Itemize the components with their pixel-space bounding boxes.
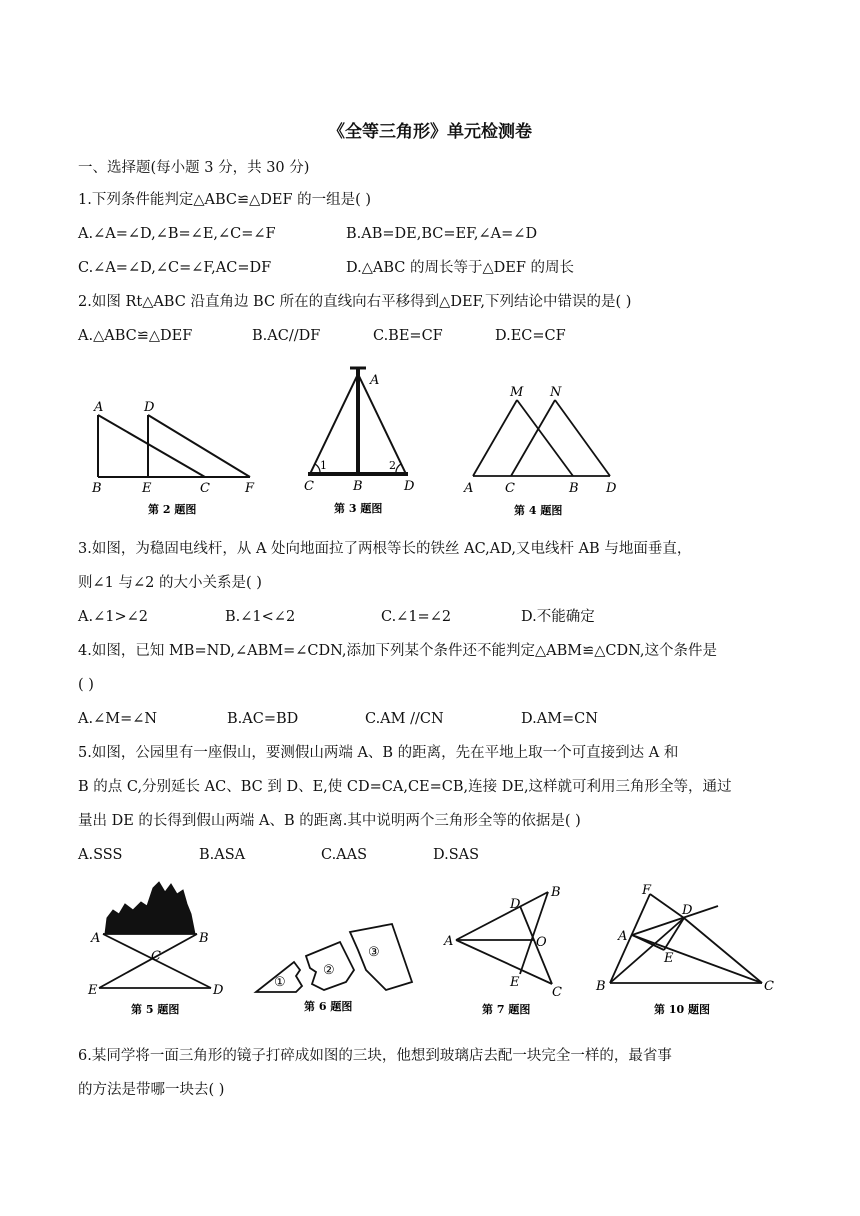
fig10-label-f: F — [642, 883, 652, 898]
q4-option-c[interactable]: C.AM //CN — [365, 711, 444, 727]
fig7-label-c: C — [552, 985, 562, 1000]
figure-5 — [85, 880, 225, 1020]
fig7-label-o: O — [536, 935, 547, 950]
section-heading: 一、选择题(每小题 3 分，共 30 分) — [78, 160, 310, 176]
fig5-caption: 第 5 题图 — [131, 1003, 180, 1016]
q4-option-a[interactable]: A.∠M=∠N — [78, 711, 158, 727]
fig3-label-b: B — [353, 479, 363, 494]
rockery-silhouette — [105, 882, 195, 934]
fig10-label-e: E — [664, 951, 674, 966]
q2-option-b[interactable]: B.AC//DF — [252, 328, 321, 344]
fig4-label-a: A — [464, 481, 474, 496]
fig10-label-b: B — [596, 979, 606, 994]
figure-4 — [458, 380, 628, 520]
q2-option-d[interactable]: D.EC=CF — [495, 328, 566, 344]
q3-stem-line1: 3.如图，为稳固电线杆，从 A 处向地面拉了两根等长的铁丝 AC,AD,又电线杆 AB 与地面垂直， — [78, 541, 692, 557]
fig3-angle-2: 2 — [389, 459, 396, 472]
q4-stem-line2: ( ) — [78, 677, 94, 693]
fig2-label-b: B — [92, 481, 102, 496]
fig7-caption: 第 7 题图 — [482, 1003, 531, 1016]
fig4-caption: 第 4 题图 — [514, 504, 563, 517]
fig7-label-b: B — [551, 885, 561, 900]
figure-10 — [590, 880, 785, 1020]
page-title: 《全等三角形》单元检测卷 — [328, 122, 532, 142]
fig10-label-a: A — [618, 929, 628, 944]
q3-option-a[interactable]: A.∠1>∠2 — [78, 609, 148, 625]
q5-option-b[interactable]: B.ASA — [199, 847, 246, 863]
q2-option-c[interactable]: C.BE=CF — [373, 328, 443, 344]
q3-option-d[interactable]: D.不能确定 — [521, 609, 595, 625]
fig4-label-n: N — [550, 385, 562, 400]
fig5-label-d: D — [213, 983, 224, 998]
q5-option-a[interactable]: A.SSS — [78, 847, 123, 863]
fig2-caption: 第 2 题图 — [148, 503, 197, 516]
q1-option-d[interactable]: D.△ABC 的周长等于△DEF 的周长 — [346, 260, 574, 276]
fig10-caption: 第 10 题图 — [654, 1003, 710, 1016]
q3-option-c[interactable]: C.∠1=∠2 — [381, 609, 452, 625]
q2-stem: 2.如图 Rt△ABC 沿直角边 BC 所在的直线向右平移得到△DEF,下列结论中错误的是( ) — [78, 294, 632, 310]
fig10-label-d: D — [682, 903, 693, 918]
q3-option-b[interactable]: B.∠1<∠2 — [225, 609, 296, 625]
fig4-label-b: B — [569, 481, 579, 496]
fig6-piece-3: ③ — [368, 945, 380, 960]
fig3-label-d: D — [404, 479, 415, 494]
figure-6 — [250, 918, 420, 1018]
fig6-caption: 第 6 题图 — [304, 1000, 353, 1013]
fig2-label-e: E — [142, 481, 152, 496]
fig5-label-e: E — [88, 983, 98, 998]
fig3-label-a: A — [370, 373, 380, 388]
fig2-label-a: A — [94, 400, 104, 415]
fig4-label-c: C — [505, 481, 515, 496]
q5-stem-line3: 量出 DE 的长得到假山两端 A、B 的距离.其中说明两个三角形全等的依据是( ) — [78, 813, 581, 829]
q4-stem-line1: 4.如图，已知 MB=ND,∠ABM=∠CDN,添加下列某个条件还不能判定△ABM≌△CDN,这个条件是 — [78, 643, 718, 659]
fig6-piece-1: ① — [274, 975, 286, 990]
q1-option-a[interactable]: A.∠A=∠D,∠B=∠E,∠C=∠F — [78, 226, 276, 242]
fig10-label-c: C — [764, 979, 774, 994]
fig5-label-c: C — [151, 949, 161, 964]
q4-option-b[interactable]: B.AC=BD — [227, 711, 299, 727]
q5-stem-line2: B 的点 C,分别延长 AC、BC 到 D、E,使 CD=CA,CE=CB,连接 DE,这样就可利用三角形全等，通过 — [78, 779, 732, 795]
q6-stem-line2: 的方法是带哪一块去( ) — [78, 1082, 225, 1098]
fig4-label-m: M — [510, 385, 524, 400]
fig7-label-e: E — [510, 975, 520, 990]
fig7-label-a: A — [444, 934, 454, 949]
fig5-label-b: B — [199, 931, 209, 946]
q1-option-b[interactable]: B.AB=DE,BC=EF,∠A=∠D — [346, 226, 538, 242]
figure-2 — [80, 395, 280, 525]
q4-option-d[interactable]: D.AM=CN — [521, 711, 598, 727]
q1-option-c[interactable]: C.∠A=∠D,∠C=∠F,AC=DF — [78, 260, 272, 276]
fig5-label-a: A — [91, 931, 101, 946]
fig3-caption: 第 3 题图 — [334, 502, 383, 515]
fig2-label-f: F — [245, 481, 255, 496]
q5-option-c[interactable]: C.AAS — [321, 847, 368, 863]
fig3-angle-1: 1 — [320, 459, 327, 472]
fig7-label-d: D — [510, 897, 521, 912]
fig3-label-c: C — [304, 479, 314, 494]
fig6-piece-2: ② — [323, 963, 335, 978]
figure-3 — [300, 362, 430, 522]
fig2-label-d: D — [144, 400, 155, 415]
q3-stem-line2: 则∠1 与∠2 的大小关系是( ) — [78, 575, 262, 591]
q2-option-a[interactable]: A.△ABC≌△DEF — [78, 328, 193, 344]
q1-stem: 1.下列条件能判定△ABC≌△DEF 的一组是( ) — [78, 192, 372, 208]
fig4-label-d: D — [606, 481, 617, 496]
fig2-label-c: C — [200, 481, 210, 496]
q5-option-d[interactable]: D.SAS — [433, 847, 480, 863]
q6-stem-line1: 6.某同学将一面三角形的镜子打碎成如图的三块，他想到玻璃店去配一块完全一样的，最省事 — [78, 1048, 672, 1064]
figure-7 — [440, 880, 590, 1020]
q5-stem-line1: 5.如图，公园里有一座假山，要测假山两端 A、B 的距离，先在平地上取一个可直接到达 A 和 — [78, 745, 679, 761]
